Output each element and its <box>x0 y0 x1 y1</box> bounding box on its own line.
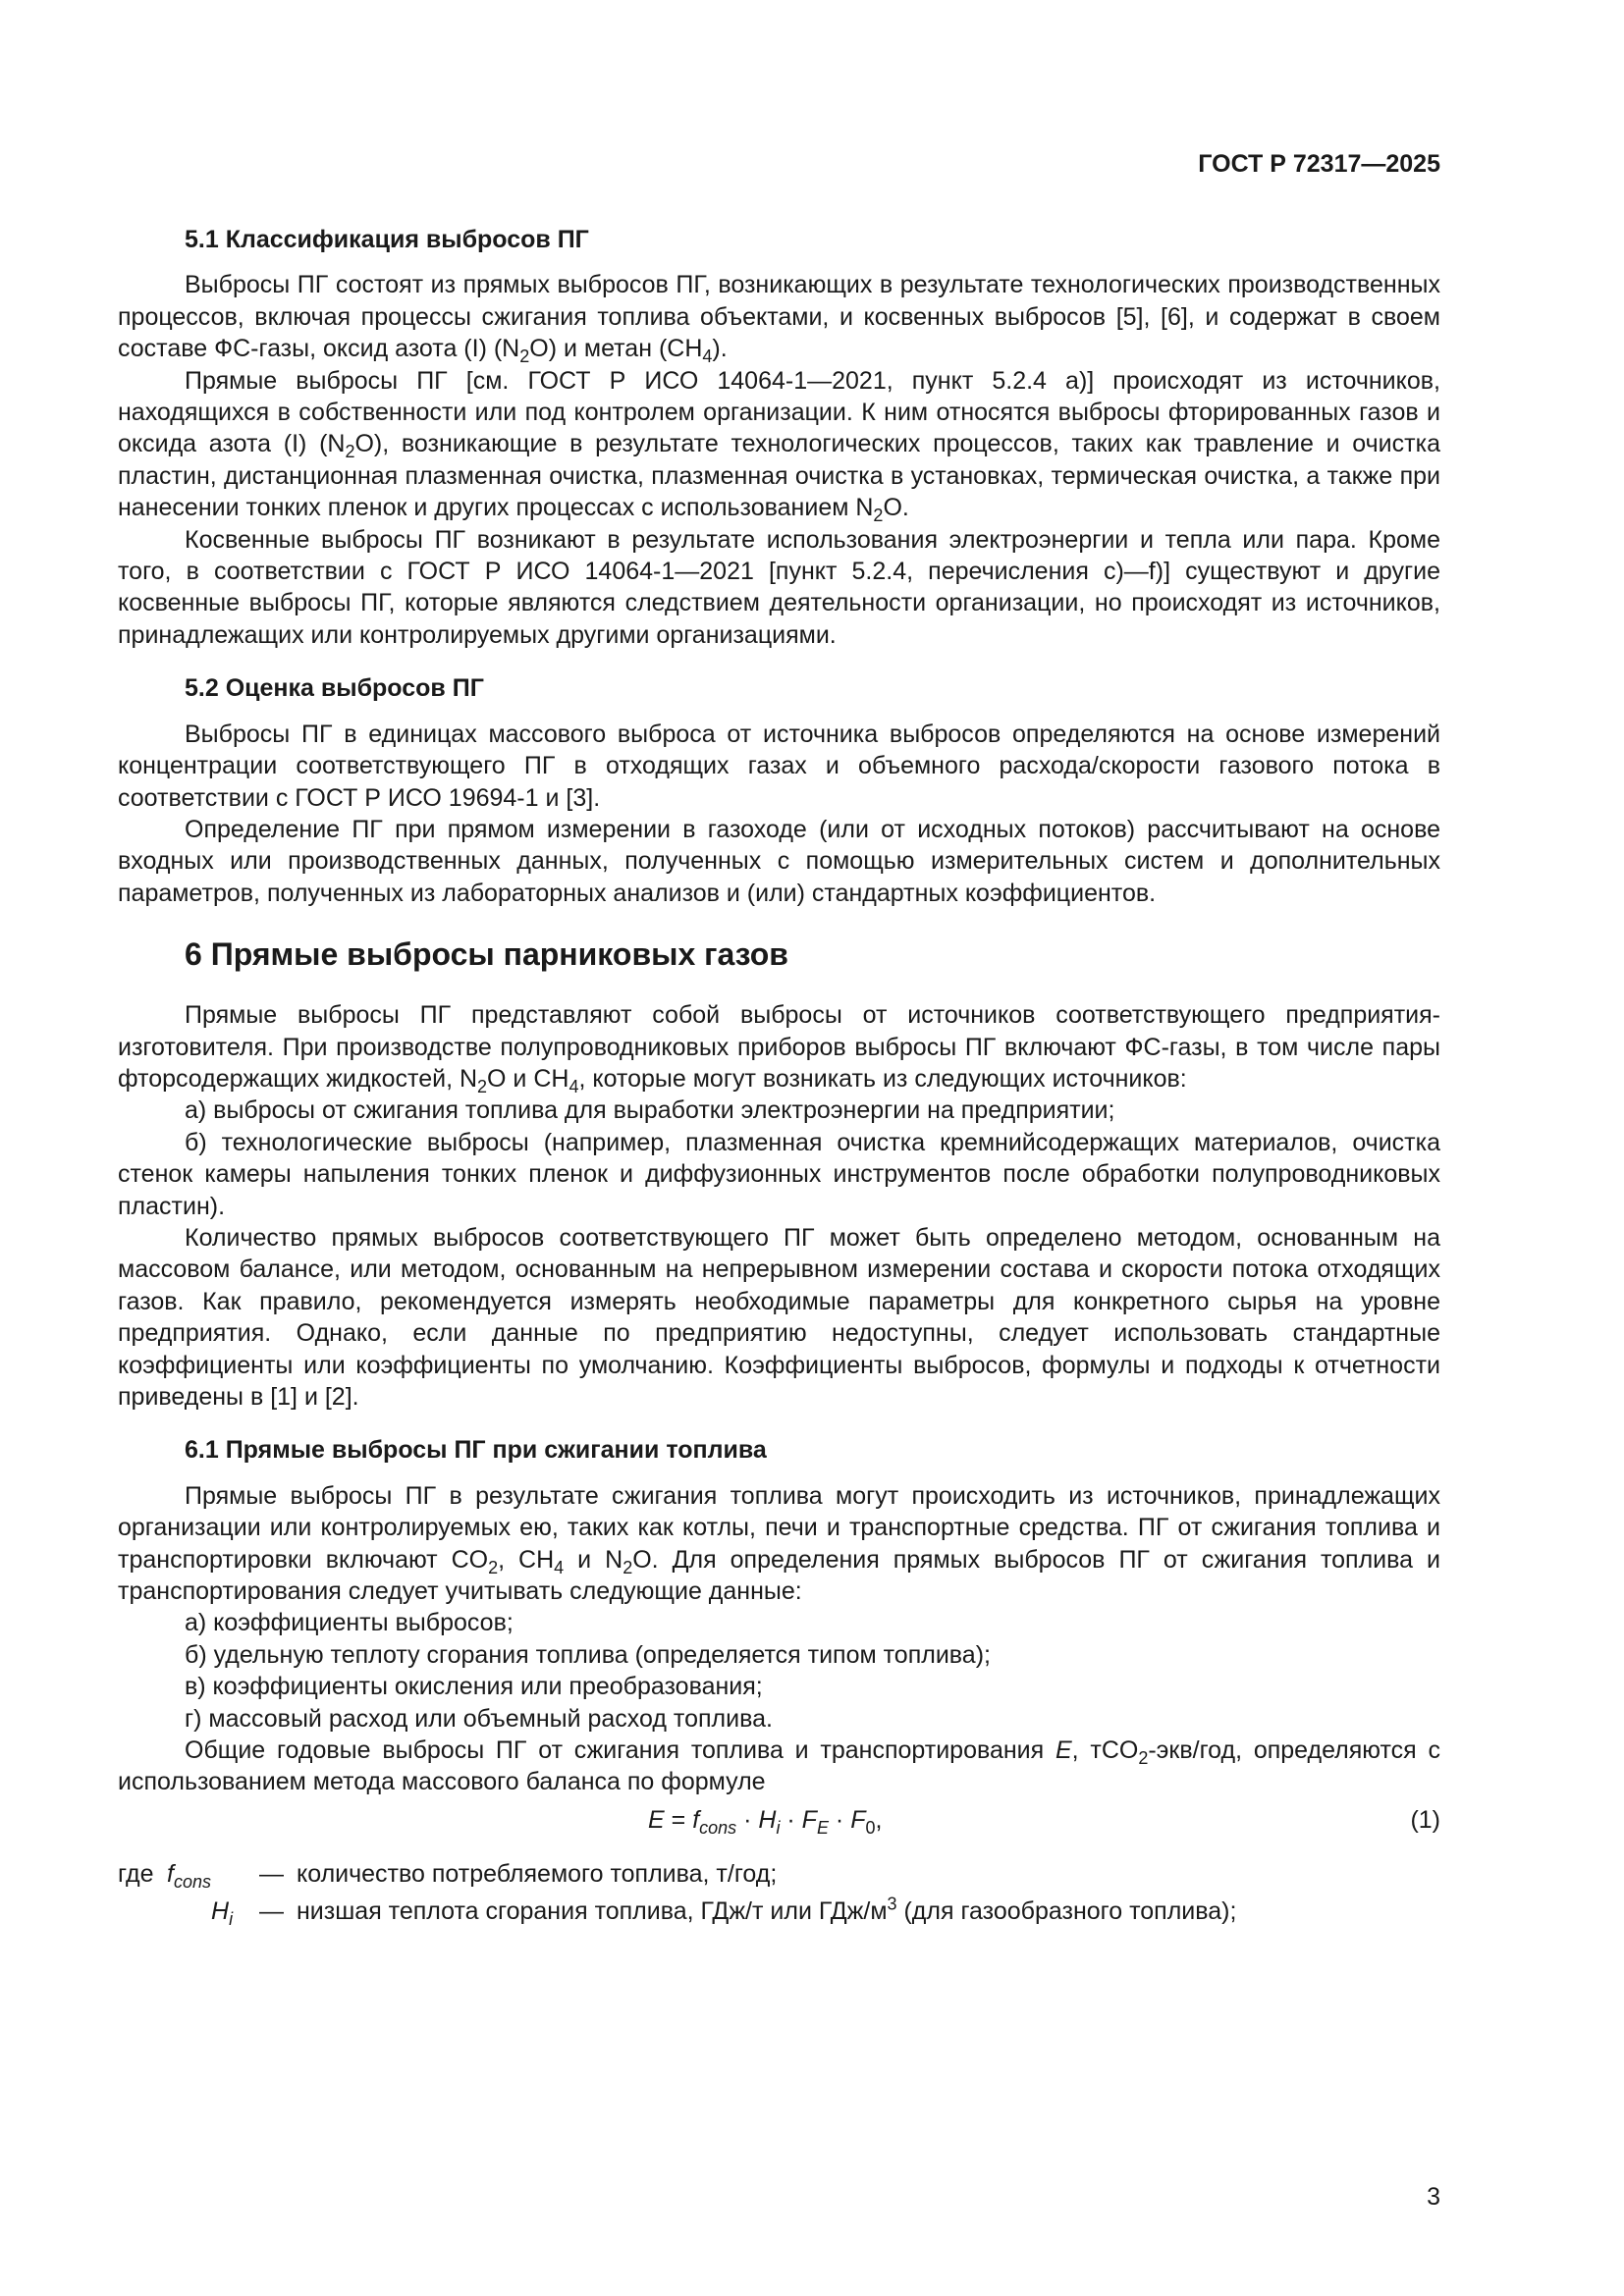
section-6-1-title: 6.1 Прямые выбросы ПГ при сжигании топлива <box>185 1436 767 1465</box>
where-text: количество потребляемого топлива, т/год; <box>297 1859 778 1888</box>
s5-1-paragraph-2: Прямые выбросы ПГ [см. ГОСТ Р ИСО 14064-1—2021, пункт 5.2.4 а)] происходят из источников, находящихся в собственности или под контролем организации. К ним относятся выбросы фторированных газов и оксида азота (I) $(N_2O)$, возникающие в результате технологических процессов, таких как травление и очистка пластин, дистанционная плазменная очистка, плазменная очистка в установках, термическая очистка, а также при нанесении тонких пленок и других процессах с использованием $N_2O$. <box>118 366 1440 526</box>
where-row <box>118 1855 1440 1893</box>
section-5-1-title: 5.1 Классификация выбросов ПГ <box>185 226 589 253</box>
section-6-title: 6 Прямые выбросы парниковых газов <box>185 936 788 973</box>
section-5-2-title: 5.2 Оценка выбросов ПГ <box>185 674 484 703</box>
s6-1-paragraph-2: Общие годовые выбросы ПГ от сжигания топлива и транспортирования E, тCO$_2$-экв/год, определяются с использованием метода массового баланса по формуле <box>118 1736 1440 1796</box>
s6-1-list-item: в) коэффициенты окисления или преобразования; <box>185 1673 763 1701</box>
s6-paragraph-1: Прямые выбросы ПГ представляют собой выбросы от источников соответствующего предприятия-изготовителя. При производстве полупроводниковых приборов выбросы ПГ включают ФС-газы, в том числе пары фторсодержащих жидкостей, $N_2O$ и $CH_4$, которые могут возникать из следующих источников: <box>118 1001 1440 1096</box>
s6-1-list-item: б) удельную теплоту сгорания топлива (определяется типом топлива); <box>185 1640 991 1669</box>
where-symbol: $f_{cons}$ <box>167 1859 211 1892</box>
s5-1-paragraph-1: Выбросы ПГ состоят из прямых выбросов ПГ, возникающих в результате технологических производственных процессов, включая процессы сжигания топлива объектами, и косвенных выбросов [5], [6], и содержат в своем составе ФС-газы, оксид азота (I) $(N_2O)$ и метан $(CH_4)$. <box>118 271 1440 367</box>
s6-1-paragraph-1: Прямые выбросы ПГ в результате сжигания топлива могут происходить из источников, принадлежащих организации или контролируемых ею, таких как котлы, печи и транспортные средства. ПГ от сжигания топлива и транспортировки включают $CO_2$, $CH_4$ и $N_2O$. Для определения прямых выбросов ПГ от сжигания топлива и транспортирования следует учитывать следующие данные: <box>118 1481 1440 1606</box>
standard-header: ГОСТ Р 72317—2025 <box>1198 150 1440 178</box>
formula-expression: $E = f_{cons} \cdot H_i \cdot F_E \cdot F_0$, <box>648 1805 883 1838</box>
page-number: 3 <box>1427 2183 1440 2211</box>
s6-1-list-item: а) коэффициенты выбросов; <box>185 1609 514 1637</box>
s5-2-paragraph-2: Определение ПГ при прямом измерении в газоходе (или от исходных потоков) рассчитывают на основе входных или производственных данных, полученных с помощью измерительных систем и дополнительных параметров, полученных из лабораторных анализов и (или) стандартных коэффициентов. <box>118 815 1440 907</box>
where-text: низшая теплота сгорания топлива, ГДж/т или ГДж/$м^3$ (для газообразного топлива); <box>297 1894 1237 1925</box>
s5-1-paragraph-3: Косвенные выбросы ПГ возникают в результате использования электроэнергии и тепла или пара. Кроме того, в соответствии с ГОСТ Р ИСО 14064-1—2021 [пункт 5.2.4, перечисления c)—f)] существуют и другие косвенные выбросы ПГ, которые являются следствием деятельности организации, но происходят из источников, принадлежащих или контролируемых другими организациями. <box>118 525 1440 649</box>
where-dash: — <box>259 1859 284 1888</box>
formula-1 <box>118 1798 1440 1842</box>
s6-1-list-item: г) массовый расход или объемный расход топлива. <box>185 1704 773 1733</box>
s6-paragraph-2: Количество прямых выбросов соответствующего ПГ может быть определено методом, основанным на массовом балансе, или методом, основанным на непрерывном измерении состава и скорости потока отходящих газов. Как правило, рекомендуется измерять необходимые параметры для конкретного сырья на уровне предприятия. Однако, если данные по предприятию недоступны, следует использовать стандартные коэффициенты или коэффициенты по умолчанию. Коэффициенты выбросов, формулы и подходы к отчетности приведены в [1] и [2]. <box>118 1223 1440 1411</box>
where-symbol: $H_i$ <box>211 1896 234 1929</box>
s6-item-a: а) выбросы от сжигания топлива для выработки электроэнергии на предприятии; <box>185 1096 1115 1125</box>
s6-item-b: б) технологические выбросы (например, плазменная очистка кремнийсодержащих материалов, очистка стенок камеры напыления тонких пленок и диффузионных инструментов после обработки полупроводниковых пластин). <box>118 1128 1440 1220</box>
page-content <box>118 224 1440 1930</box>
where-row <box>118 1893 1440 1930</box>
where-dash: — <box>259 1896 284 1925</box>
s5-2-paragraph-1: Выбросы ПГ в единицах массового выброса от источника выбросов определяются на основе измерений концентрации соответствующего ПГ в отходящих газах и объемного расхода/скорости газового потока в соответствии с ГОСТ Р ИСО 19694-1 и [3]. <box>118 720 1440 812</box>
where-lead: где <box>118 1859 154 1888</box>
formula-number: (1) <box>1410 1805 1440 1834</box>
